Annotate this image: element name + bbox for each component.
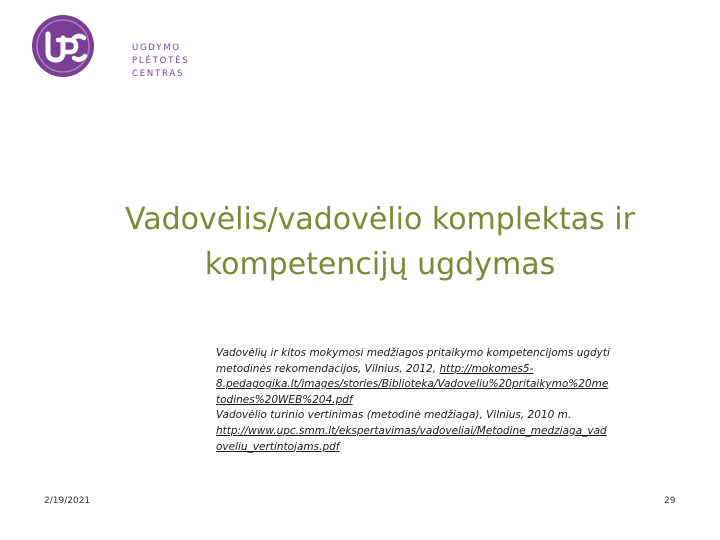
logo-line-2: PLĖTOTĖS	[132, 56, 190, 66]
logo-line-3: CENTRAS	[132, 69, 185, 79]
reference-1-link-part-2[interactable]: 8.pedagogika.lt/images/stories/Biblioteka/Vadoveliu%20pritaikymo%20me	[216, 378, 609, 391]
slide-title	[40, 197, 720, 287]
reference-2-link-part-2[interactable]: oveliu_vertintojams.pdf	[216, 440, 340, 453]
reference-2-link-line-2	[216, 440, 716, 456]
reference-2-link-line-1	[216, 424, 716, 440]
reference-1-link-part-1[interactable]: http://mokomes5-	[439, 362, 534, 375]
reference-2-text: Vadovėlio turinio vertinimas (metodinė medžiaga), Vilnius, 2010 m.	[216, 409, 572, 422]
page-number: 29	[664, 496, 676, 506]
reference-1-link-line-2	[216, 377, 716, 393]
reference-1-text-line-1: Vadovėlių ir kitos mokymosi medžiagos pritaikymo kompetencijoms ugdyti	[216, 347, 610, 359]
reference-2-link-part-1[interactable]: http://www.upc.smm.lt/ekspertavimas/vadoveliai/Metodine_medziaga_vad	[216, 424, 607, 437]
logo-text	[132, 42, 189, 81]
upc-logo-icon	[30, 14, 100, 84]
logo-line-1: UGDYMO	[132, 43, 181, 53]
slide-title-line-2: kompetencijų ugdymas	[204, 247, 556, 282]
footer-date: 2/19/2021	[44, 496, 91, 506]
references-block	[216, 346, 716, 455]
reference-1-link-line-3	[216, 393, 716, 409]
upc-logo	[30, 14, 190, 84]
slide-title-line-1: Vadovėlis/vadovėlio komplektas ir	[125, 202, 635, 237]
reference-1-text-line-2	[216, 362, 716, 378]
reference-1-link-part-3[interactable]: todines%20WEB%204.pdf	[216, 393, 353, 406]
reference-1-text-tail: metodinės rekomendacijos, Vilnius, 2012,	[216, 362, 437, 375]
